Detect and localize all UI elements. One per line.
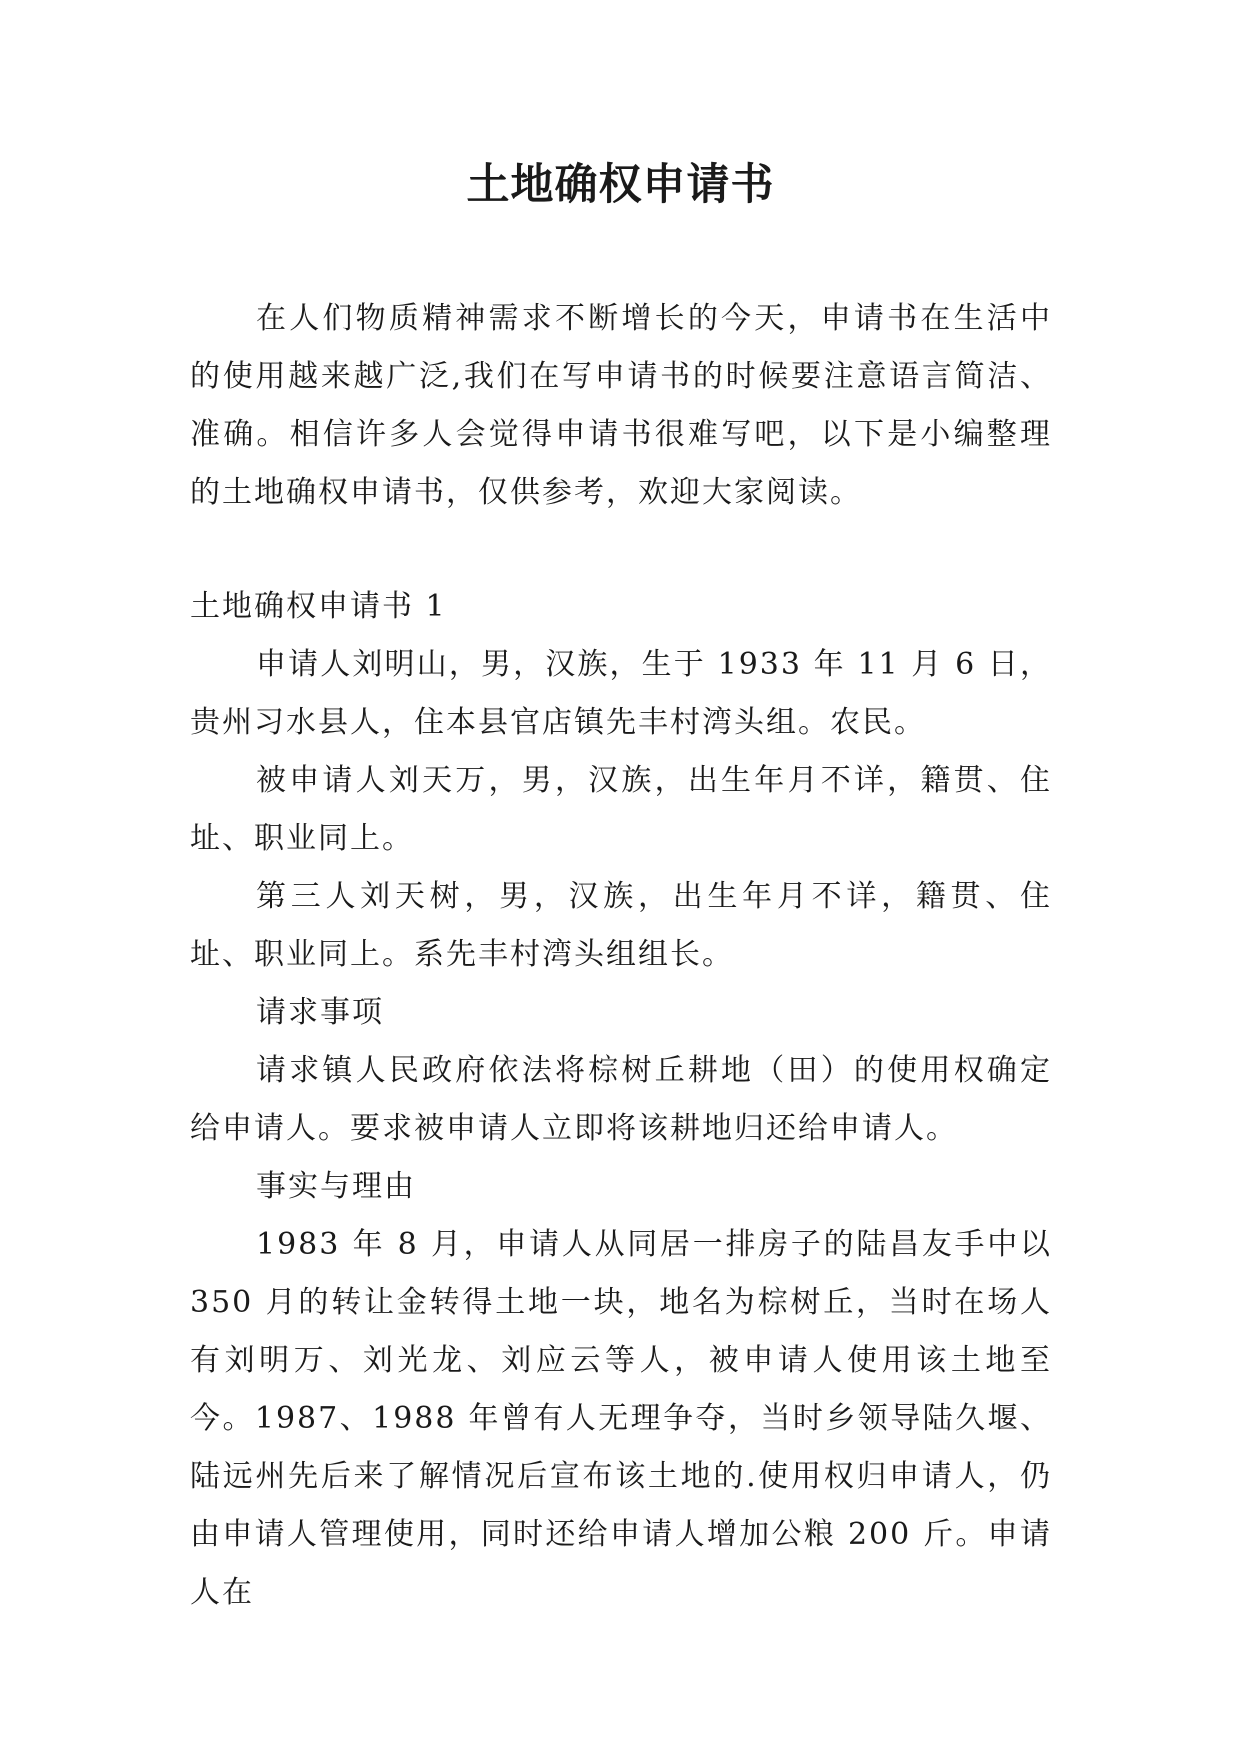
section-heading: 土地确权申请书 1: [190, 589, 447, 624]
section-1: [190, 578, 1052, 1622]
paragraph-applicant: 申请人刘明山，男，汉族，生于 1933 年 11 月 6 日，贵州习水县人，住本县官店镇先丰村湾头组。农民。: [190, 647, 1052, 740]
paragraph-respondent: 被申请人刘天万，男，汉族，出生年月不详，籍贯、住址、职业同上。: [190, 763, 1052, 856]
subheading-requests: 请求事项: [256, 995, 384, 1030]
paragraph-third-party: 第三人刘天树，男，汉族，出生年月不详，籍贯、住址、职业同上。系先丰村湾头组组长。: [190, 879, 1052, 972]
subheading-facts: 事实与理由: [256, 1169, 416, 1204]
paragraph-facts: 1983 年 8 月，申请人从同居一排房子的陆昌友手中以 350 月的转让金转得土地一块，地名为棕树丘，当时在场人有刘明万、刘光龙、刘应云等人，被申请人使用该土地至今。1987、1988 年曾有人无理争夺，当时乡领导陆久堰、陆远州先后来了解情况后宣布该土地的.使用权归申请人，仍由申请人管理使用，同时还给申请人增加公粮 200 斤。申请人在: [190, 1227, 1052, 1610]
intro-paragraph: 在人们物质精神需求不断增长的今天，申请书在生活中的使用越来越广泛,我们在写申请书的时候要注意语言简洁、准确。相信许多人会觉得申请书很难写吧，以下是小编整理的土地确权申请书，仅供参考，欢迎大家阅读。: [190, 301, 1052, 510]
paragraph-requests: 请求镇人民政府依法将棕树丘耕地（田）的使用权确定给申请人。要求被申请人立即将该耕地归还给申请人。: [190, 1053, 1052, 1146]
document-title: 土地确权申请书: [466, 160, 775, 210]
